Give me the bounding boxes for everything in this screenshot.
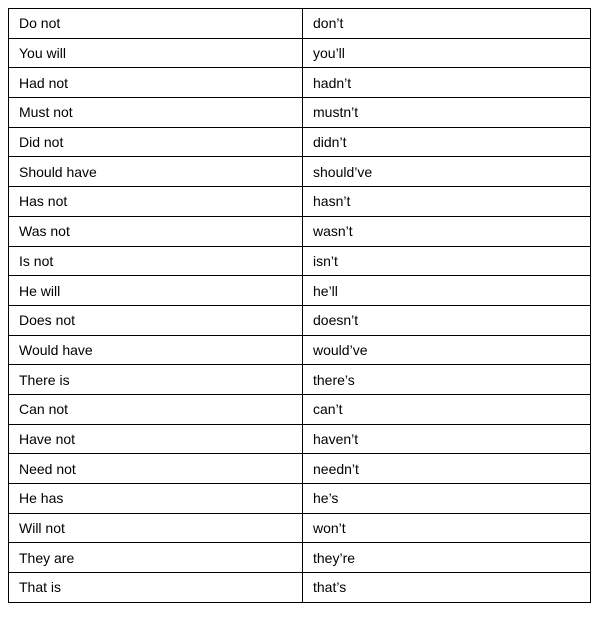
table-row <box>9 68 591 98</box>
full-form-cell: Have not <box>9 424 303 454</box>
full-form-cell: Must not <box>9 98 303 128</box>
full-form-cell: Do not <box>9 9 303 39</box>
contraction-cell: wasn’t <box>303 216 591 246</box>
contraction-cell: won’t <box>303 513 591 543</box>
table-row <box>9 335 591 365</box>
contraction-cell: he’s <box>303 484 591 514</box>
contraction-cell: can’t <box>303 394 591 424</box>
full-form-cell: You will <box>9 38 303 68</box>
table-row <box>9 573 591 603</box>
contraction-cell: didn’t <box>303 127 591 157</box>
full-form-cell: Will not <box>9 513 303 543</box>
table-row <box>9 187 591 217</box>
full-form-cell: He has <box>9 484 303 514</box>
contraction-cell: should’ve <box>303 157 591 187</box>
contraction-cell: hadn’t <box>303 68 591 98</box>
table-row <box>9 394 591 424</box>
contraction-cell: isn’t <box>303 246 591 276</box>
table-row <box>9 543 591 573</box>
table-row <box>9 454 591 484</box>
full-form-cell: Is not <box>9 246 303 276</box>
full-form-cell: Need not <box>9 454 303 484</box>
full-form-cell: Has not <box>9 187 303 217</box>
full-form-cell: Had not <box>9 68 303 98</box>
table-row <box>9 127 591 157</box>
contraction-cell: that’s <box>303 573 591 603</box>
contractions-table <box>8 8 591 603</box>
full-form-cell: Should have <box>9 157 303 187</box>
table-row <box>9 484 591 514</box>
contraction-cell: you’ll <box>303 38 591 68</box>
table-row <box>9 157 591 187</box>
full-form-cell: Would have <box>9 335 303 365</box>
contraction-cell: don’t <box>303 9 591 39</box>
table-row <box>9 9 591 39</box>
table-row <box>9 216 591 246</box>
full-form-cell: He will <box>9 276 303 306</box>
table-row <box>9 246 591 276</box>
contraction-cell: doesn’t <box>303 305 591 335</box>
table-row <box>9 513 591 543</box>
contractions-table-body <box>9 9 591 603</box>
contraction-cell: needn’t <box>303 454 591 484</box>
table-row <box>9 98 591 128</box>
full-form-cell: That is <box>9 573 303 603</box>
contraction-cell: there’s <box>303 365 591 395</box>
full-form-cell: Can not <box>9 394 303 424</box>
full-form-cell: They are <box>9 543 303 573</box>
contraction-cell: they’re <box>303 543 591 573</box>
contraction-cell: hasn’t <box>303 187 591 217</box>
full-form-cell: Did not <box>9 127 303 157</box>
full-form-cell: Was not <box>9 216 303 246</box>
table-row <box>9 365 591 395</box>
table-row <box>9 38 591 68</box>
full-form-cell: Does not <box>9 305 303 335</box>
table-row <box>9 305 591 335</box>
contraction-cell: he’ll <box>303 276 591 306</box>
contraction-cell: would’ve <box>303 335 591 365</box>
contraction-cell: mustn’t <box>303 98 591 128</box>
contraction-cell: haven’t <box>303 424 591 454</box>
table-row <box>9 276 591 306</box>
full-form-cell: There is <box>9 365 303 395</box>
table-row <box>9 424 591 454</box>
contractions-table-container <box>8 8 590 603</box>
